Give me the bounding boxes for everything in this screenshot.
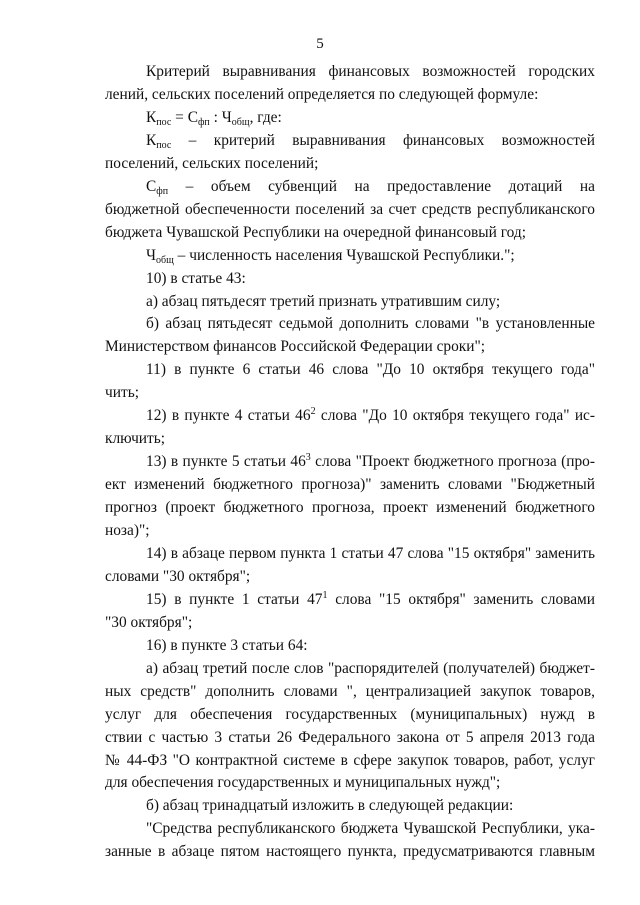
- text-line: Министерством финансов Российской Федерации сроки";: [105, 338, 486, 355]
- text-line: а) абзац пятьдесят третий признать утратившим силу;: [146, 293, 501, 310]
- text-line: $С_{фп}$ – объем субвенций на предоставление дотаций на: [146, 178, 595, 197]
- text-line: 13) в пункте 5 статьи $46^3$ слова "Проект бюджетного прогноза (про-: [146, 452, 595, 470]
- text-line: ных средств" дополнить словами ", централизацией закупок товаров,: [105, 683, 595, 700]
- text-line: бюджетной обеспеченности поселений за счет средств республиканского: [105, 201, 595, 218]
- text-line: а) абзац третий после слов "распорядителей (получателей) бюджет-: [146, 660, 595, 677]
- text-line: занные в абзаце пятом настоящего пункта, предусматриваются главным: [105, 843, 595, 860]
- text-line: услуг для обеспечения государственных (муниципальных) нужд в: [105, 706, 595, 723]
- text-line: "Средства республиканского бюджета Чувашской Республики, ука-: [146, 820, 595, 837]
- text-line: $К_{пос}$ – критерий выравнивания финансовых возможностей: [146, 132, 595, 151]
- text-line: ключить;: [105, 430, 166, 447]
- text-line: 11) в пункте 6 статьи 46 слова "До 10 октября текущего года": [146, 361, 595, 378]
- text-line: словами "30 октября";: [105, 568, 251, 585]
- text-line: Критерий выравнивания финансовых возможностей городских: [146, 63, 595, 80]
- text-line: $Ч_{общ}$ – численность населения Чувашской Республики.";: [146, 247, 515, 266]
- text-line: прогноз (проект бюджетного прогноза, проект изменений бюджетного: [105, 499, 595, 516]
- text-line: № 44-ФЗ "О контрактной системе в сфере закупок товаров, работ, услуг: [105, 752, 595, 769]
- text-line: 10) в статье 43:: [146, 270, 246, 287]
- text-line: б) абзац тринадцатый изложить в следующей редакции:: [146, 797, 514, 814]
- text-line: "30 октября";: [105, 614, 193, 631]
- text-line: чить;: [105, 384, 139, 401]
- text-line: лений, сельских поселений определяется по следующей формуле:: [105, 86, 539, 103]
- text-line: для обеспечения государственных и муниципальных нужд";: [105, 774, 501, 791]
- text-line: 15) в пункте 1 статьи $47^1$ слова "15 октября" заменить словами: [146, 590, 595, 608]
- text-line: ствии с частью 3 статьи 26 Федерального закона от 5 апреля 2013 года: [105, 729, 595, 746]
- text-line: б) абзац пятьдесят седьмой дополнить словами "в установленные: [146, 315, 595, 332]
- text-line: поселений, сельских поселений;: [105, 155, 319, 172]
- text-line: 12) в пункте 4 статьи $46^2$ слова "До 10 октября текущего года" ис-: [146, 406, 595, 424]
- text-line: ект изменений бюджетного прогноза)" заменить словами "Бюджетный: [105, 476, 595, 493]
- text-line: бюджета Чувашской Республики на очередной финансовый год;: [105, 224, 527, 241]
- text-line: 16) в пункте 3 статьи 64:: [146, 637, 308, 654]
- text-line: 14) в абзаце первом пункта 1 статьи 47 слова "15 октября" заменить: [146, 545, 595, 562]
- text-line: ноза)";: [105, 522, 150, 539]
- page-number: 5: [316, 36, 324, 52]
- text-line: $К_{пос} = С_{фп}$ : $Ч_{общ}$, где:: [146, 109, 282, 128]
